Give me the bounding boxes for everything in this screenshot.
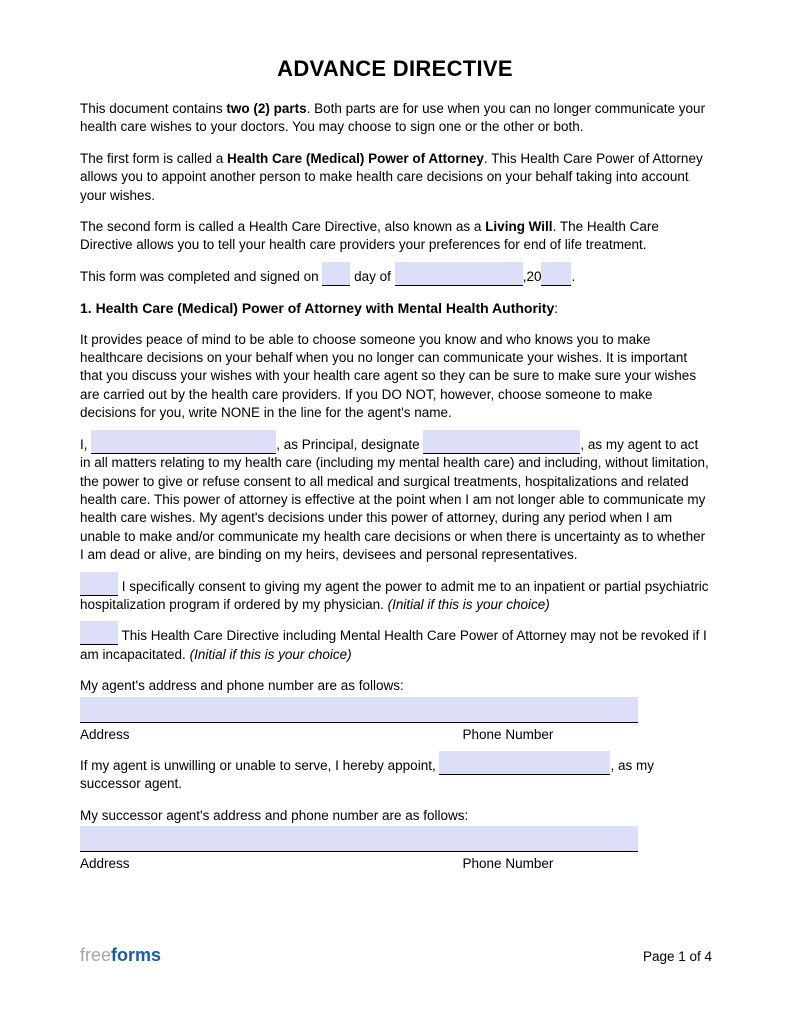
agent-address-phone-field[interactable] <box>80 697 638 723</box>
heading-colon: : <box>554 300 559 317</box>
text-segment: . The Health Care Directive allows you to tell your health care providers your preferences for end of life treatment. <box>80 219 659 253</box>
text-segment: This form was completed and signed on <box>80 268 319 284</box>
intro-paragraph-3 <box>80 218 710 255</box>
page-number: Page 1 of 4 <box>642 949 712 964</box>
successor-address-phone-field[interactable] <box>80 826 638 852</box>
text-segment: If my agent is unwilling or unable to serve, I hereby appoint, <box>80 757 436 773</box>
successor-address-captions <box>80 855 638 873</box>
document-title: ADVANCE DIRECTIVE <box>277 56 513 81</box>
phone-number-caption: Phone Number <box>462 856 554 872</box>
text-bold-power-of-attorney: Health Care (Medical) Power of Attorney <box>227 150 484 166</box>
consent-initials-field[interactable] <box>80 572 118 596</box>
intro-paragraph-2 <box>80 150 710 205</box>
revoke-initial-paragraph <box>80 627 710 664</box>
date-signed-line <box>80 268 710 286</box>
text-segment: . Both parts are for use when you can no longer communicate your health care wishes to your doctors. You may choose to sign one or the other or both. <box>80 101 706 135</box>
text-segment: , as Principal, designate <box>276 436 420 452</box>
address-caption: Address <box>80 856 130 872</box>
page-footer <box>80 944 712 966</box>
text-segment: . This Health Care Power of Attorney allows you to appoint another person to make health care decisions on your behalf taking into account your wishes. <box>80 150 703 203</box>
text-bold-two-parts: two (2) parts <box>226 101 307 116</box>
heading-text: 1. Health Care (Medical) Power of Attorney with Mental Health Authority <box>80 300 555 317</box>
section-1-intro-paragraph: It provides peace of mind to be able to choose someone you know and who knows you to make healthcare decisions on your behalf when you no longer can communicate your wishes. It is important that you discuss your wishes with your health care agent so they can be sure to make sure your wishes are carried out by the health care providers. If you DO NOT, however, choose someone to make decisions for you, write NONE in the line for the agent's name. <box>80 331 697 421</box>
section-1-heading <box>80 299 710 317</box>
intro-paragraph-1 <box>80 100 710 137</box>
successor-appointment-paragraph <box>80 757 710 794</box>
designation-paragraph <box>80 436 710 565</box>
logo-forms-text: forms <box>111 945 162 965</box>
text-segment: The second form is called a Health Care Directive, also known as a <box>80 219 486 235</box>
revoke-initials-field[interactable] <box>80 621 118 645</box>
text-segment: The first form is called a <box>80 150 228 166</box>
phone-number-caption: Phone Number <box>462 726 554 742</box>
initial-instruction-italic: (Initial if this is your choice) <box>189 646 352 662</box>
text-segment: , as my successor agent. <box>80 757 654 792</box>
text-bold-living-will: Living Will <box>485 219 553 235</box>
consent-initial-paragraph <box>80 578 710 615</box>
freeforms-logo <box>80 944 161 966</box>
text-segment: day of <box>354 268 391 284</box>
address-caption: Address <box>80 726 130 742</box>
successor-name-field[interactable] <box>439 751 610 775</box>
agent-address-captions <box>80 726 638 744</box>
logo-free-text: free <box>80 945 112 965</box>
text-segment: I, <box>80 436 88 452</box>
initial-instruction-italic: (Initial if this is your choice) <box>387 596 550 612</box>
agent-address-label: My agent's address and phone number are as follows: <box>80 678 404 694</box>
day-field[interactable] <box>322 262 350 286</box>
successor-address-label: My successor agent's address and phone number are as follows: <box>80 807 469 823</box>
text-segment: . <box>571 268 576 284</box>
text-segment: , as my agent to act in all matters relating to my health care (including my mental health care) and including, without limitation, the power to give or refuse consent to all medical and surgical treatments, hospitalizations and related health care. This power of attorney is effective at the point when I am not longer able to communicate my health care wishes. My agent's decisions under this power of attorney, during any period when I am unable to make and/or communicate my health care decisions or when there is uncertainty as to whether I am dead or alive, are binding on my heirs, devisees and personal representatives. <box>80 436 709 563</box>
text-segment: I specifically consent to giving my agent the power to admit me to an inpatient or partial psychiatric hospitalization program if ordered by my physician. <box>80 578 709 612</box>
text-segment: This document contains <box>80 101 227 116</box>
principal-name-field[interactable] <box>91 430 276 454</box>
text-segment: ,20 <box>522 268 542 284</box>
text-segment: This Health Care Directive including Mental Health Care Power of Attorney may not be revoked if I am incapacitated. <box>80 628 707 662</box>
agent-name-field[interactable] <box>423 430 580 454</box>
month-field[interactable] <box>395 262 523 286</box>
year-field[interactable] <box>541 262 571 286</box>
